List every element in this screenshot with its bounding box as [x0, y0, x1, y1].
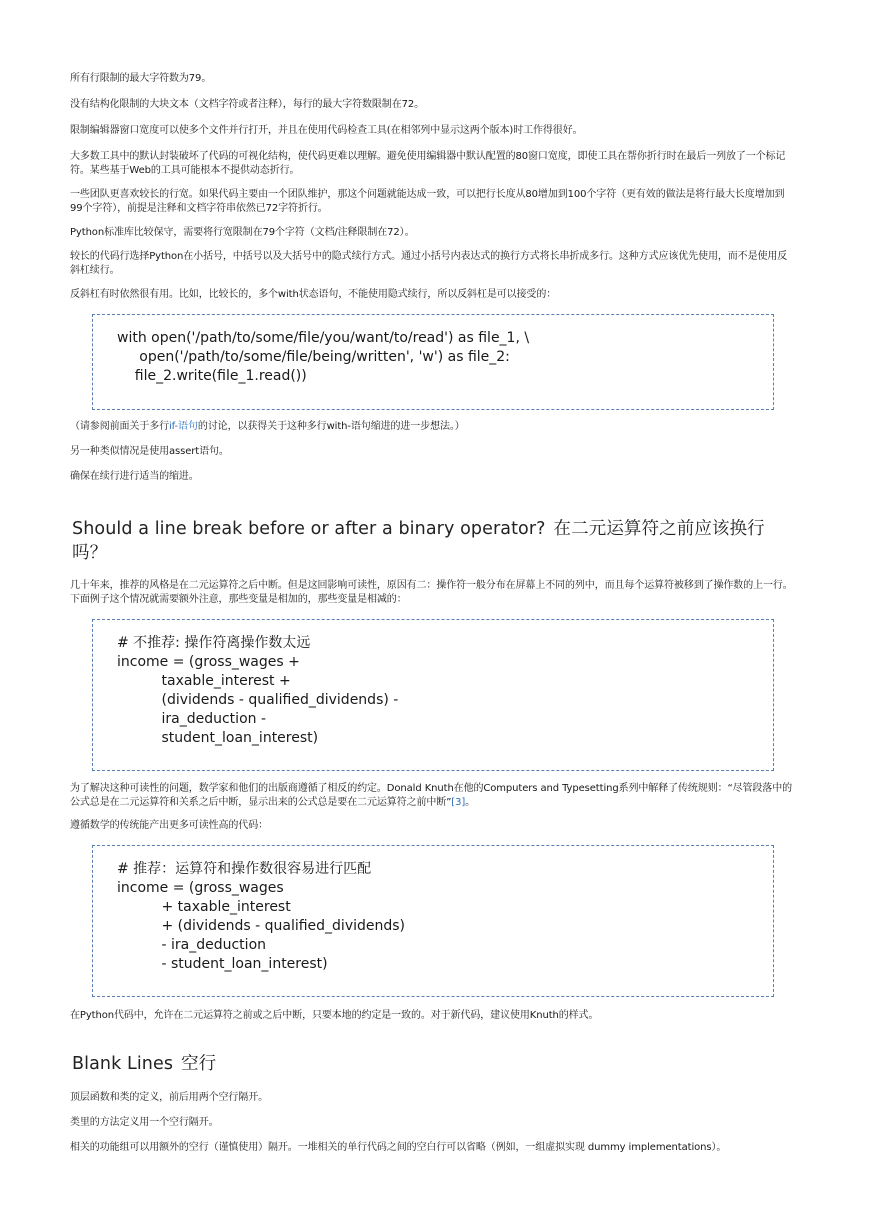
see-text-pre: （请参阅前面关于多行: [70, 421, 169, 432]
paragraph-implicit-continuation: 较长的代码行选择Python在小括号，中括号以及大括号中的隐式续行方式。通过小括号内表达式的换行方式将长串折成多行。这种方式应该优先使用，而不是使用反斜杠续行。: [70, 251, 788, 276]
paragraph-see-if-statement: [70, 420, 796, 434]
paragraph-max-line-length: 所有行限制的最大字符数为79。: [70, 73, 212, 84]
code-block-not-recommended: # 不推荐: 操作符离操作数太远 income = (gross_wages + taxable_interest + (dividends - qualified_dividends) - ira_deduction - student_loan_interest): [92, 619, 774, 771]
paragraph-top-level-blank: 顶层函数和类的定义，前后用两个空行隔开。: [70, 1092, 268, 1103]
paragraph-editor-width: 限制编辑器窗口宽度可以使多个文件并行打开，并且在使用代码检查工具(在相邻列中显示这两个版本)时工作得很好。: [70, 125, 583, 136]
code-block-with-statement: with open('/path/to/some/file/you/want/to/read') as file_1, \ open('/path/to/some/file/being/written', 'w') as file_2: file_2.write(file_1.read()): [92, 314, 774, 410]
paragraph-docstring-limit: 没有结构化限制的大块文本（文档字符或者注释），每行的最大字符数限制在72。: [70, 99, 425, 110]
paragraph-break-history: 几十年来，推荐的风格是在二元运算符之后中断。但是这回影响可读性，原因有二：操作符一般分布在屏幕上不同的列中，而且每个运算符被移到了操作数的上一行。下面例子这个情况就需要额外注意，那些变量是相加的，那些变量是相减的：: [70, 580, 793, 605]
paragraph-team-line-length: 一些团队更喜欢较长的行宽。如果代码主要由一个团队维护，那这个问题就能达成一致，可以把行长度从80增加到100个字符（更有效的做法是将行最大长度增加到99个字符），前提是注释和文档字符串依然已72字符折行。: [70, 189, 785, 214]
paragraph-method-blank: 类里的方法定义用一个空行隔开。: [70, 1117, 219, 1128]
document-body: [70, 68, 796, 1155]
paragraph-stdlib-limit: Python标准库比较保守，需要将行宽限制在79个字符（文档/注释限制在72）。: [70, 227, 415, 238]
reference-3-link[interactable]: [3]: [451, 797, 466, 808]
knuth-text-end: 。: [465, 797, 476, 808]
paragraph-default-wrapping: 大多数工具中的默认封装破坏了代码的可视化结构，使代码更难以理解。避免使用编辑器中默认配置的80窗口宽度，即使工具在帮你折行时在最后一列放了一个标记符。某些基于Web的工具可能根本不提供动态折行。: [70, 151, 786, 176]
heading-binary-en: Should a line break before or after a binary operator?: [72, 519, 546, 539]
heading-blank-en: Blank Lines: [72, 1054, 174, 1074]
heading-blank-lines: [72, 1052, 796, 1076]
if-statement-link[interactable]: if-语句: [169, 421, 198, 432]
knuth-text: 为了解决这种可读性的问题，数学家和他们的出版商遵循了相反的约定。Donald Knuth在他的Computers and Typesetting系列中解释了传统规则：“尽管段落中的公式总是在二元运算符和关系之后中断，显示出来的公式总是要在二元运算符之前中断”: [70, 783, 792, 808]
heading-binary-operator: [72, 517, 796, 565]
paragraph-python-allowed: 在Python代码中，允许在二元运算符之前或之后中断，只要本地的约定是一致的。对于新代码，建议使用Knuth的样式。: [70, 1010, 599, 1021]
heading-binary-zh: 在二元运算符之前应该换行吗？: [72, 519, 765, 563]
heading-blank-zh: 空行: [181, 1054, 217, 1074]
paragraph-backslash: 反斜杠有时依然很有用。比如，比较长的，多个with状态语句，不能使用隐式续行，所以反斜杠是可以接受的：: [70, 289, 557, 300]
paragraph-indent-continuation: 确保在续行进行适当的缩进。: [70, 471, 199, 482]
paragraph-extra-blank: 相关的功能组可以用额外的空行（谨慎使用）隔开。一堆相关的单行代码之间的空白行可以省略（例如，一组虚拟实现 dummy implementations）。: [70, 1142, 727, 1153]
paragraph-assert: 另一种类似情况是使用assert语句。: [70, 446, 229, 457]
code-block-recommended: # 推荐：运算符和操作数很容易进行匹配 income = (gross_wages + taxable_interest + (dividends - qualified_dividends) - ira_deduction - student_loan_interest): [92, 845, 774, 997]
see-text-post: 的讨论，以获得关于这种多行with-语句缩进的进一步想法。）: [197, 421, 465, 432]
paragraph-knuth: [70, 782, 796, 810]
paragraph-math-tradition: 遵循数学的传统能产出更多可读性高的代码：: [70, 820, 268, 831]
